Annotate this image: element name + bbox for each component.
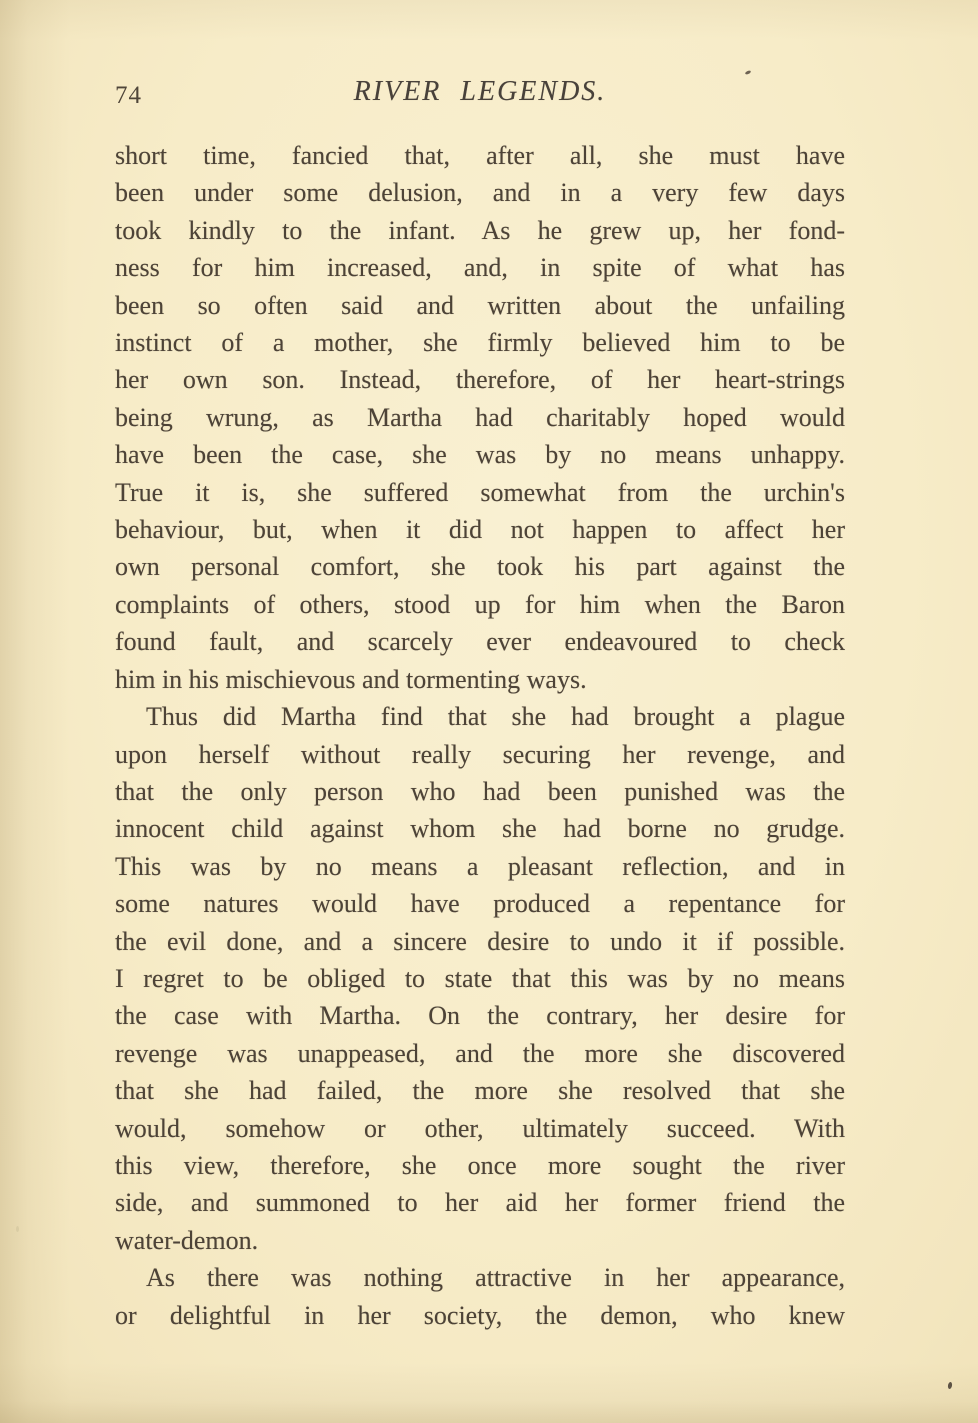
text-line: him in his mischievous and tormenting ways. [115, 664, 587, 694]
scan-artifact [745, 70, 752, 75]
text-line: water-demon. [115, 1225, 259, 1255]
text-line: that the only person who had been punished was the [115, 776, 845, 806]
text-line: complaints of others, stood up for him when the Baron [115, 589, 845, 619]
text-line: ness for him increased, and, in spite of what has [115, 253, 845, 283]
text-line: some natures would have produced a repentance for [115, 889, 845, 919]
text-line: innocent child against whom she had borne no grudge. [115, 814, 845, 844]
text-line: the evil done, and a sincere desire to undo it if possible. [115, 926, 845, 956]
text-line: revenge was unappeased, and the more she discovered [115, 1038, 845, 1068]
page-header [115, 76, 845, 110]
text-line: her own son. Instead, therefore, of her heart-strings [115, 365, 845, 395]
scan-artifact [947, 1382, 952, 1390]
text-line: instinct of a mother, she firmly believed him to be [115, 328, 845, 358]
text-line: being wrung, as Martha had charitably hoped would [115, 402, 845, 432]
text-line: This was by no means a pleasant reflection, and in [115, 851, 845, 881]
text-line: the case with Martha. On the contrary, her desire for [115, 1001, 845, 1031]
scan-artifact [16, 1226, 19, 1232]
text-line: upon herself without really securing her revenge, and [115, 739, 845, 769]
text-line: this view, therefore, she once more sought the river [115, 1150, 845, 1180]
text-line: side, and summoned to her aid her former friend the [115, 1188, 845, 1218]
text-line: have been the case, she was by no means unhappy. [115, 440, 845, 470]
page-number: 74 [115, 82, 142, 109]
text-line: As there was nothing attractive in her appearance, [146, 1263, 845, 1293]
text-line: short time, fancied that, after all, she must have [115, 141, 845, 170]
text-line: would, somehow or other, ultimately succeed. With [115, 1113, 845, 1143]
text-line: that she had failed, the more she resolved that she [115, 1076, 845, 1106]
text-line: behaviour, but, when it did not happen to affect her [115, 515, 845, 545]
text-line: been so often said and written about the unfailing [115, 290, 845, 320]
running-title: RIVER LEGENDS. [353, 76, 607, 107]
text-line: own personal comfort, she took his part against the [115, 552, 845, 582]
text-line: took kindly to the infant. As he grew up, her fond- [115, 215, 845, 245]
text-line: found fault, and scarcely ever endeavoured to check [115, 627, 845, 657]
text-line: Thus did Martha find that she had brought a plague [146, 702, 845, 732]
text-line: I regret to be obliged to state that this was by no means [115, 963, 845, 993]
body-text [115, 137, 845, 1334]
text-line: been under some delusion, and in a very few days [115, 178, 845, 208]
text-line: True it is, she suffered somewhat from the urchin's [115, 477, 845, 507]
text-line: or delightful in her society, the demon, who knew [115, 1300, 845, 1330]
